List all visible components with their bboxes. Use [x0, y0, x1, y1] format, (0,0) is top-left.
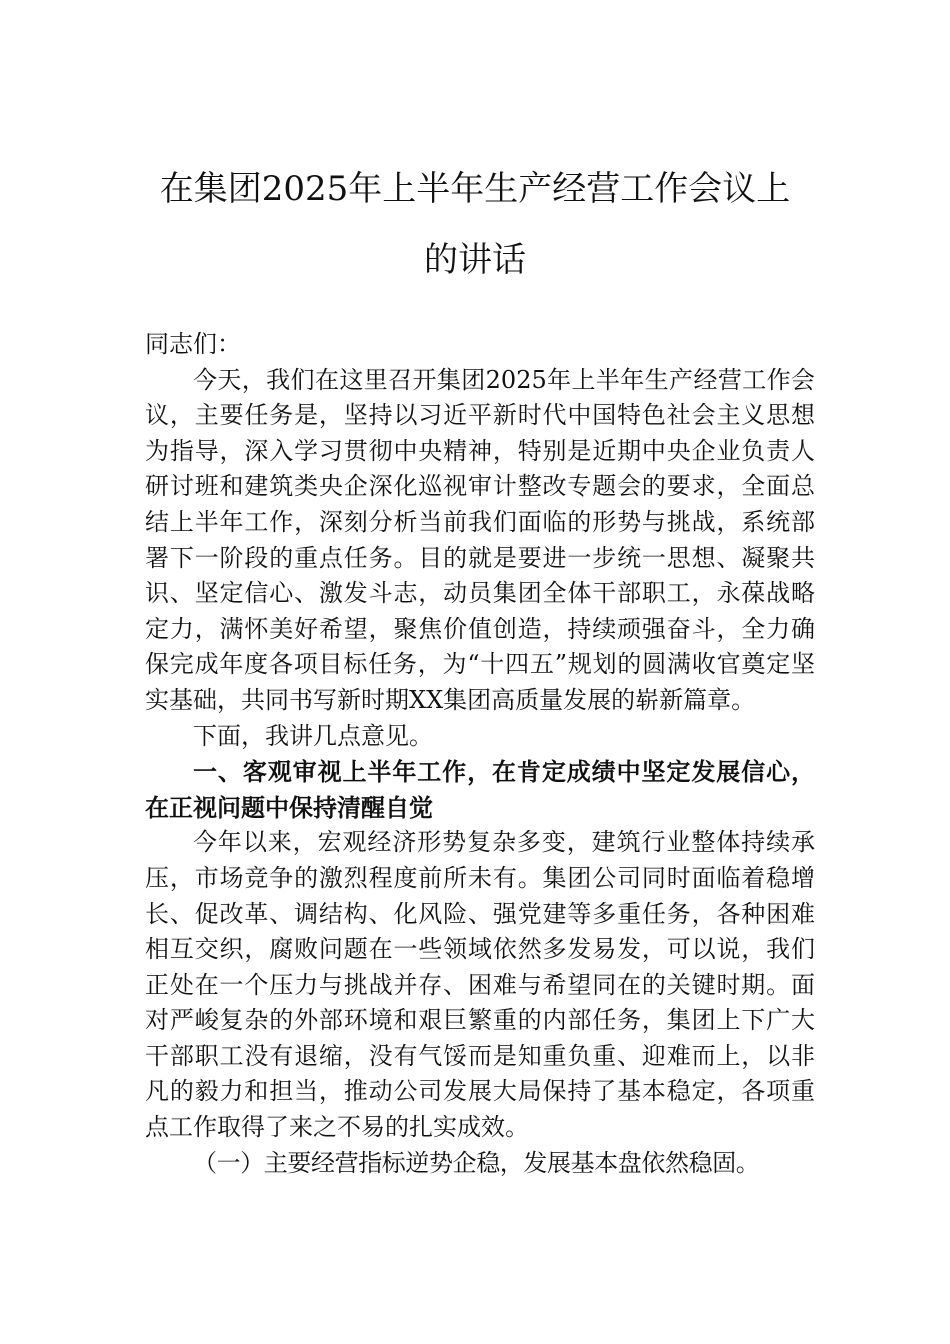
subsection-heading-1: （一）主要经营指标逆势企稳，发展基本盘依然稳固。	[193, 1148, 760, 1177]
document-title-line-2: 的讲话	[424, 240, 526, 280]
paragraph-opening: 今天，我们在这里召开集团2025年上半年生产经营工作会议，主要任务是，坚持以习近平新时代中国特色社会主义思想为指导，深入学习贯彻中央精神，特别是近期中央企业负责人研讨班和建筑类央企深化巡视审计整改专题会的要求，全面总结上半年工作，深刻分析当前我们面临的形势与挑战，系统部署下一阶段的重点任务。目的就是要进一步统一思想、凝聚共识、坚定信心、激发斗志，动员集团全体干部职工，永葆战略定力，满怀美好希望，聚焦价值创造，持续顽强奋斗，全力确保完成年度各项目标任务，为“十四五”规划的圆满收官奠定坚实基础，共同书写新时期XX集团高质量发展的崭新篇章。	[145, 365, 815, 714]
section-heading-1: 一、客观审视上半年工作，在肯定成绩中坚定发展信心，在正视问题中保持清醒自觉	[145, 757, 815, 822]
paragraph-review: 今年以来，宏观经济形势复杂多变，建筑行业整体持续承压，市场竞争的激烈程度前所未有。集团公司同时面临着稳增长、促改革、调结构、化风险、强党建等多重任务，各种困难相互交织，腐败问题在一些领域依然多发易发，可以说，我们正处在一个压力与挑战并存、困难与希望同在的关键时期。面对严峻复杂的外部环境和艰巨繁重的内部任务，集团上下广大干部职工没有退缩，没有气馁而是知重负重、迎难而上，以非凡的毅力和担当，推动公司发展大局保持了基本稳定，各项重点工作取得了来之不易的扎实成效。	[145, 828, 815, 1142]
document-title-line-1: 在集团2025年上半年生产经营工作会议上	[159, 169, 791, 209]
paragraph-transition: 下面，我讲几点意见。	[193, 721, 433, 750]
salutation: 同志们：	[145, 330, 241, 358]
document-body	[145, 327, 815, 1181]
